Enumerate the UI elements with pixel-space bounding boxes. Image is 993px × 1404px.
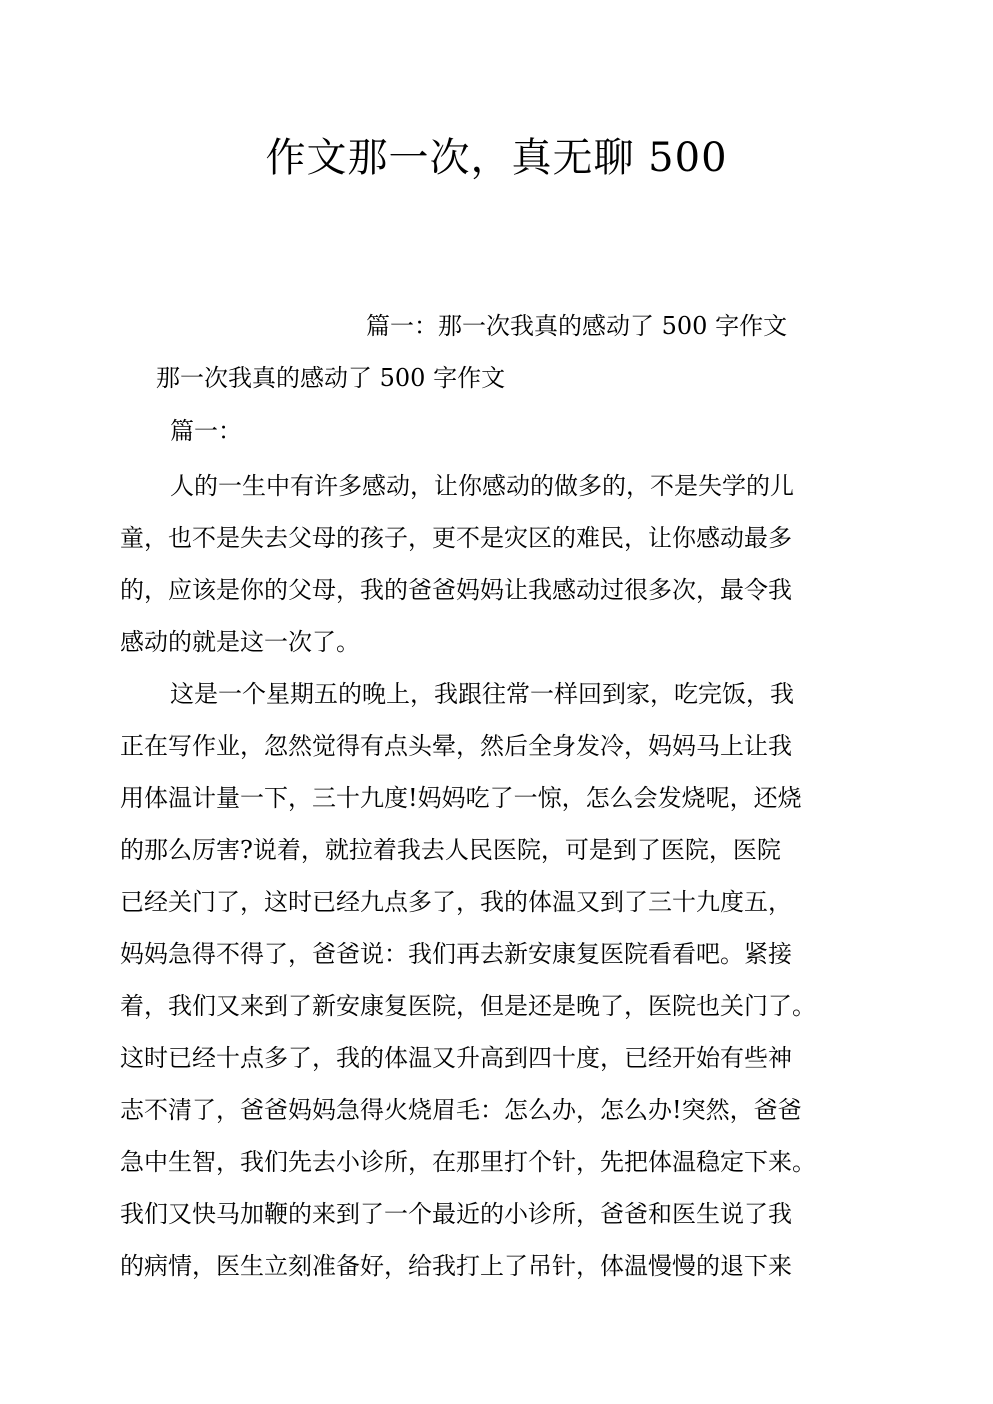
paragraph-line: 人的一生中有许多感动，让你感动的做多的，不是失学的儿: [170, 472, 794, 500]
paragraph-line: 已经关门了，这时已经九点多了，我的体温又到了三十九度五，: [120, 888, 792, 916]
paragraph-line: 我们又快马加鞭的来到了一个最近的小诊所，爸爸和医生说了我: [120, 1200, 792, 1228]
paragraph-line: 的，应该是你的父母，我的爸爸妈妈让我感动过很多次，最令我: [120, 576, 792, 604]
paragraph-line: 感动的就是这一次了。: [120, 628, 360, 656]
paragraph-line: 这时已经十点多了，我的体温又升高到四十度，已经开始有些神: [120, 1044, 792, 1072]
paragraph-line: 急中生智，我们先去小诊所，在那里打个针，先把体温稳定下来。: [120, 1148, 816, 1176]
paragraph-line: 妈妈急得不得了，爸爸说：我们再去新安康复医院看看吧。紧接: [120, 940, 792, 968]
part-label: 篇一：: [170, 417, 242, 445]
paragraph-line: 的那么厉害?说着，就拉着我去人民医院，可是到了医院，医院: [120, 836, 781, 864]
document-title: 作文那一次，真无聊 500: [265, 135, 728, 181]
paragraph-line: 志不清了，爸爸妈妈急得火烧眉毛：怎么办，怎么办!突然，爸爸: [120, 1096, 802, 1124]
essay-body: [120, 464, 890, 1296]
paragraph-line: 正在写作业，忽然觉得有点头晕，然后全身发冷，妈妈马上让我: [120, 732, 792, 760]
paragraph-line: 的病情，医生立刻准备好，给我打上了吊针，体温慢慢的退下来: [120, 1252, 792, 1280]
paragraph-line: 童，也不是失去父母的孩子，更不是灾区的难民，让你感动最多: [120, 524, 792, 552]
paragraph-line: 着，我们又来到了新安康复医院，但是还是晚了，医院也关门了。: [120, 992, 816, 1020]
paragraph-line: 这是一个星期五的晚上，我跟往常一样回到家，吃完饭，我: [170, 680, 794, 708]
section-heading: 篇一：那一次我真的感动了 500 字作文: [366, 312, 788, 340]
article-heading: 那一次我真的感动了 500 字作文: [156, 364, 506, 392]
paragraph-line: 用体温计量一下，三十九度!妈妈吃了一惊，怎么会发烧呢，还烧: [120, 784, 802, 812]
